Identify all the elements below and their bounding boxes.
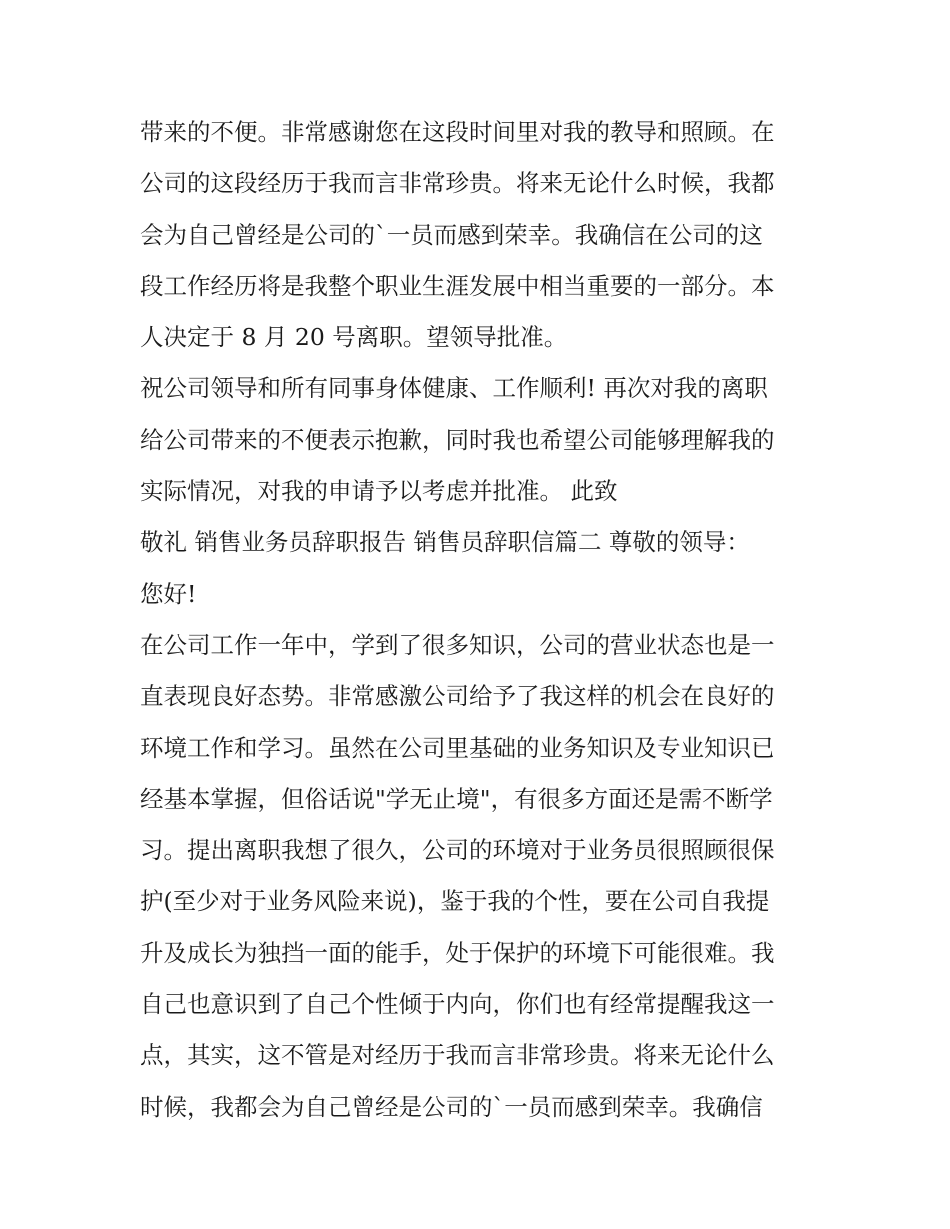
text-line: 点，其实，这不管是对经历于我而言非常珍贵。将来无论什么 [140,1041,775,1070]
text-line: 会为自己曾经是公司的`一员而感到荣幸。我确信在公司的这 [140,220,763,249]
text-line: 实际情况，对我的申请予以考虑并批准。 此致 [140,477,618,506]
text-line: 敬礼 销售业务员辞职报告 销售员辞职信篇二 尊敬的领导： [140,528,750,557]
text-line: 在公司工作一年中，学到了很多知识，公司的营业状态也是一 [140,630,775,659]
text-line: 段工作经历将是我整个职业生涯发展中相当重要的一部分。本 [140,271,775,300]
text-line: 时候，我都会为自己曾经是公司的`一员而感到荣幸。我确信 [140,1092,763,1121]
text-line: 您好! [140,579,197,608]
text-line: 祝公司领导和所有同事身体健康、工作顺利! 再次对我的离职 [140,374,768,403]
text-line: 升及成长为独挡一面的能手，处于保护的环境下可能很难。我 [140,938,775,967]
text-line: 公司的这段经历于我而言非常珍贵。将来无论什么时候，我都 [140,169,775,198]
text-line: 护(至少对于业务风险来说)，鉴于我的个性，要在公司自我提 [140,887,770,916]
text-line: 习。提出离职我想了很久，公司的环境对于业务员很照顾很保 [140,836,775,865]
document-body [140,107,820,1133]
text-line: 人决定于 8 月 20 号离职。望领导批准。 [140,323,568,352]
text-line: 给公司带来的不便表示抱歉，同时我也希望公司能够理解我的 [140,425,775,454]
text-line: 直表现良好态势。非常感激公司给予了我这样的机会在良好的 [140,682,775,711]
text-line: 环境工作和学习。虽然在公司里基础的业务知识及专业知识已 [140,733,775,762]
text-line: 带来的不便。非常感谢您在这段时间里对我的教导和照顾。在 [140,118,775,146]
text-line: 自己也意识到了自己个性倾于内向，你们也有经常提醒我这一 [140,990,775,1019]
text-line: 经基本掌握，但俗话说"学无止境"，有很多方面还是需不断学 [140,784,773,813]
